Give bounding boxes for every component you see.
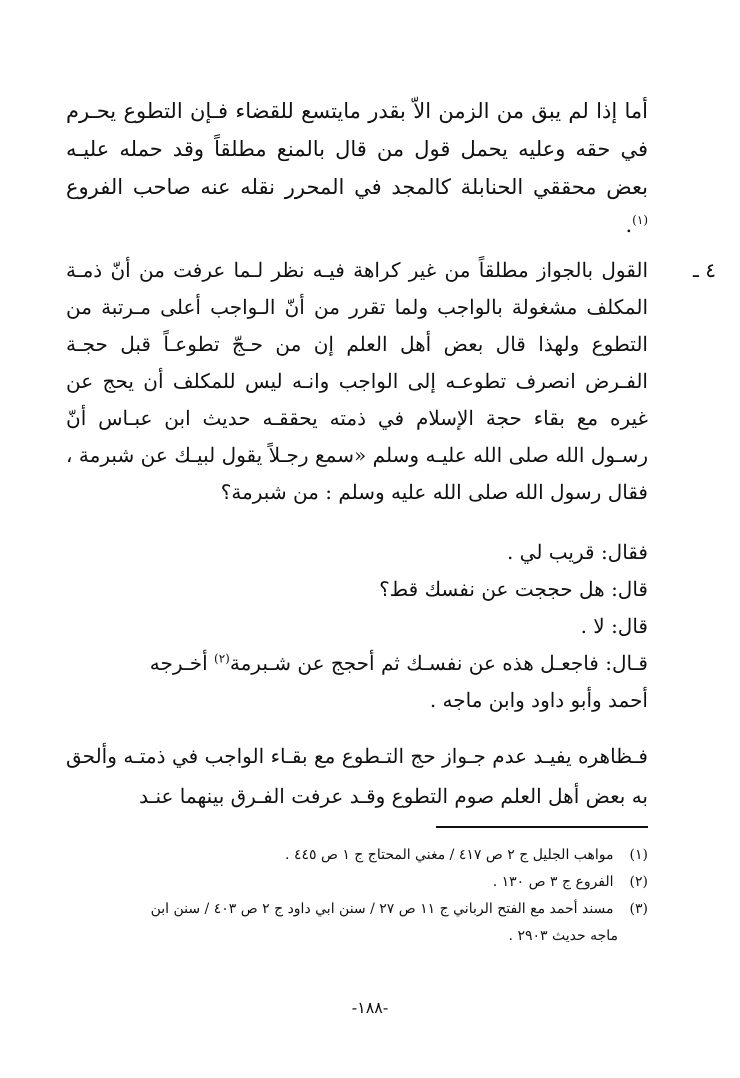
footnote-2 [66, 869, 648, 896]
dialogue-line-3: قال: لا . [580, 614, 648, 638]
footnote-divider [436, 826, 648, 828]
footnote-text: مواهب الجليل ج ٢ ص ٤١٧ / مغني المحتاج ج ١ ص ٤٤٥ . [285, 847, 614, 863]
footnote-3 [66, 896, 648, 950]
footnote-ref-2: (٢) [214, 651, 230, 666]
footnote-continuation: ماجه حديث ٢٩٠٣ . [508, 928, 618, 944]
footnote-1 [66, 842, 648, 869]
footnote-ref-1: (١) [632, 213, 648, 227]
dialogue-line-1: فقال: قريب لي . [506, 540, 648, 564]
paragraph-1 [66, 92, 648, 244]
dialogue-line-5: أحمد وأبو داود وابن ماجه . [429, 688, 648, 712]
footnote-number: (٣) [629, 901, 648, 917]
dialogue-line-2: قال: هل حججت عن نفسك قط؟ [379, 577, 648, 601]
footnote-text: الفروع ج ٣ ص ١٣٠ . [492, 874, 614, 890]
dialogue-block [66, 534, 648, 719]
item-number: ٤ ـ [693, 258, 716, 282]
dialogue-line-4-tail: أخـرجه [149, 651, 215, 675]
footnotes [66, 842, 648, 950]
paragraph-3: فـظاهره يفيـد عدم جـواز حج التـطوع مع بقـاء الواجب في ذمتـه وألحق به بعض أهل العلم صوم التطوع وقـد عرفت الفـرق بينهما عنـد [66, 744, 648, 808]
page-number: -١٨٨- [351, 998, 389, 1017]
dialogue-line-4-text: قـال: فاجعـل هذه عن نفسـك ثم أحجج عن شـبرمة [229, 651, 648, 675]
paragraph-1-end: . [625, 213, 633, 237]
paragraph-2: القول بالجواز مطلقاً من غير كراهة فيـه نظر لـما عرفت من أنّ ذمـة المكلف مشغولة بالواجب ولما تقرر من أنّ الـواجب أعلى مـرتبة من التطوع ولهذا قال بعض أهل العلم إن من حـجّ تطوعـاً قبل حجـة الفـرض انصرف تطوعـه إلى الواجب وانـه ليس للمكلف أن يحج عن غيره مع بقاء حجة الإسلام في ذمته يحققـه حديث ابن عبـاس أنّ رسـول الله صلى الله عليـه وسلم «سمع رجـلاً يقول لبيـك عن شبرمة ، فقال رسول الله صلى الله عليه وسلم : من شبرمة؟ [66, 258, 648, 504]
footnote-number: (١) [629, 847, 648, 863]
footnote-text: مسند أحمد مع الفتح الرباني ج ١١ ص ٢٧ / سنن ابي داود ج ٢ ص ٤٠٣ / سنن ابن [150, 901, 614, 917]
dialogue-line-4 [66, 645, 648, 682]
paragraph-1-text: أما إذا لم يبق من الزمن الاّ بقدر مايتسع للقضاء فـإن التطوع يحـرم في حقه وعليه يحمل قول من قال بالمنع مطلقاً وقد حمله عليـه بعض محققي الحنابلة كالمجد في المحرر نقله عنه صاحب الفروع [66, 99, 648, 199]
footnote-number: (٢) [629, 874, 648, 890]
